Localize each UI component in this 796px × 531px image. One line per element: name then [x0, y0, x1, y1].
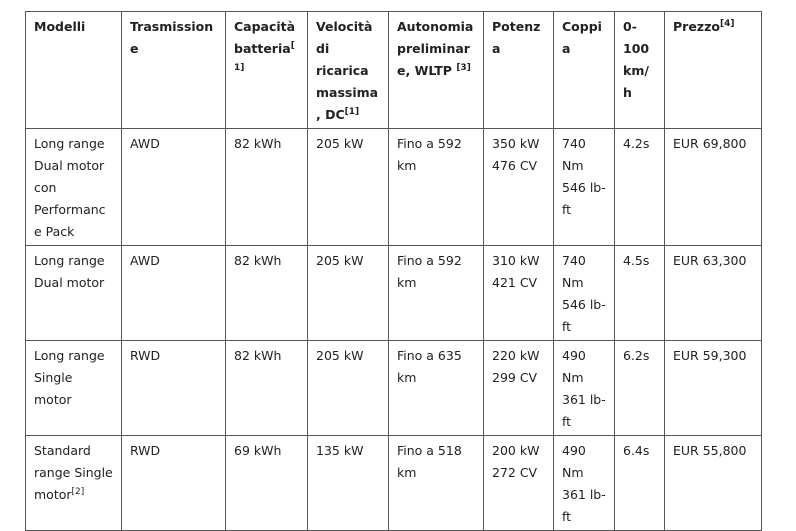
cell-transmission: RWD	[122, 436, 226, 531]
cell-charge-speed: 205 kW	[308, 246, 389, 341]
footnote-ref[interactable]: [1]	[234, 40, 295, 73]
cell-acceleration: 4.5s	[615, 246, 665, 341]
cell-price: EUR 55,800	[665, 436, 762, 531]
cell-charge-speed: 205 kW	[308, 129, 389, 246]
cell-transmission: AWD	[122, 129, 226, 246]
cell-torque: 740 Nm 546 lb-ft	[554, 246, 615, 341]
cell-model: Long range Dual motor	[26, 246, 122, 341]
header-potenza: Potenza	[484, 12, 554, 129]
cell-battery: 69 kWh	[226, 436, 308, 531]
header-row	[26, 12, 762, 129]
footnote-ref[interactable]: [1]	[344, 106, 360, 117]
cell-power: 220 kW 299 CV	[484, 341, 554, 436]
footnote-ref[interactable]: [3]	[456, 62, 471, 73]
table-row	[26, 436, 762, 531]
cell-battery: 82 kWh	[226, 129, 308, 246]
header-capacita-batteria: Capacità batteria[1]	[226, 12, 308, 129]
cell-torque: 490 Nm 361 lb-ft	[554, 436, 615, 531]
header-autonomia: Autonomia preliminare, WLTP [3]	[389, 12, 484, 129]
table-row	[26, 129, 762, 246]
cell-torque: 490 Nm 361 lb-ft	[554, 341, 615, 436]
footnote-ref[interactable]: [2]	[71, 486, 85, 497]
cell-acceleration: 6.4s	[615, 436, 665, 531]
cell-power: 350 kW 476 CV	[484, 129, 554, 246]
cell-model: Long range Dual motor con Performance Pack	[26, 129, 122, 246]
cell-price: EUR 63,300	[665, 246, 762, 341]
header-modelli: Modelli	[26, 12, 122, 129]
cell-power: 200 kW 272 CV	[484, 436, 554, 531]
table-row	[26, 341, 762, 436]
cell-transmission: RWD	[122, 341, 226, 436]
cell-battery: 82 kWh	[226, 246, 308, 341]
cell-range: Fino a 635 km	[389, 341, 484, 436]
cell-charge-speed: 135 kW	[308, 436, 389, 531]
cell-price: EUR 59,300	[665, 341, 762, 436]
cell-price: EUR 69,800	[665, 129, 762, 246]
specs-table	[25, 11, 762, 531]
cell-torque: 740 Nm 546 lb-ft	[554, 129, 615, 246]
cell-acceleration: 6.2s	[615, 341, 665, 436]
cell-charge-speed: 205 kW	[308, 341, 389, 436]
cell-battery: 82 kWh	[226, 341, 308, 436]
header-velocita-ricarica: Velocità di ricarica massima, DC[1]	[308, 12, 389, 129]
footnote-ref[interactable]: [4]	[719, 18, 735, 29]
cell-acceleration: 4.2s	[615, 129, 665, 246]
cell-range: Fino a 592 km	[389, 129, 484, 246]
cell-model: Standard range Single motor[2]	[26, 436, 122, 531]
cell-range: Fino a 592 km	[389, 246, 484, 341]
header-accelerazione: 0-100 km/h	[615, 12, 665, 129]
cell-model: Long range Single motor	[26, 341, 122, 436]
cell-range: Fino a 518 km	[389, 436, 484, 531]
header-trasmissione: Trasmissione	[122, 12, 226, 129]
cell-power: 310 kW 421 CV	[484, 246, 554, 341]
cell-transmission: AWD	[122, 246, 226, 341]
table-row	[26, 246, 762, 341]
header-prezzo: Prezzo[4]	[665, 12, 762, 129]
header-coppia: Coppia	[554, 12, 615, 129]
